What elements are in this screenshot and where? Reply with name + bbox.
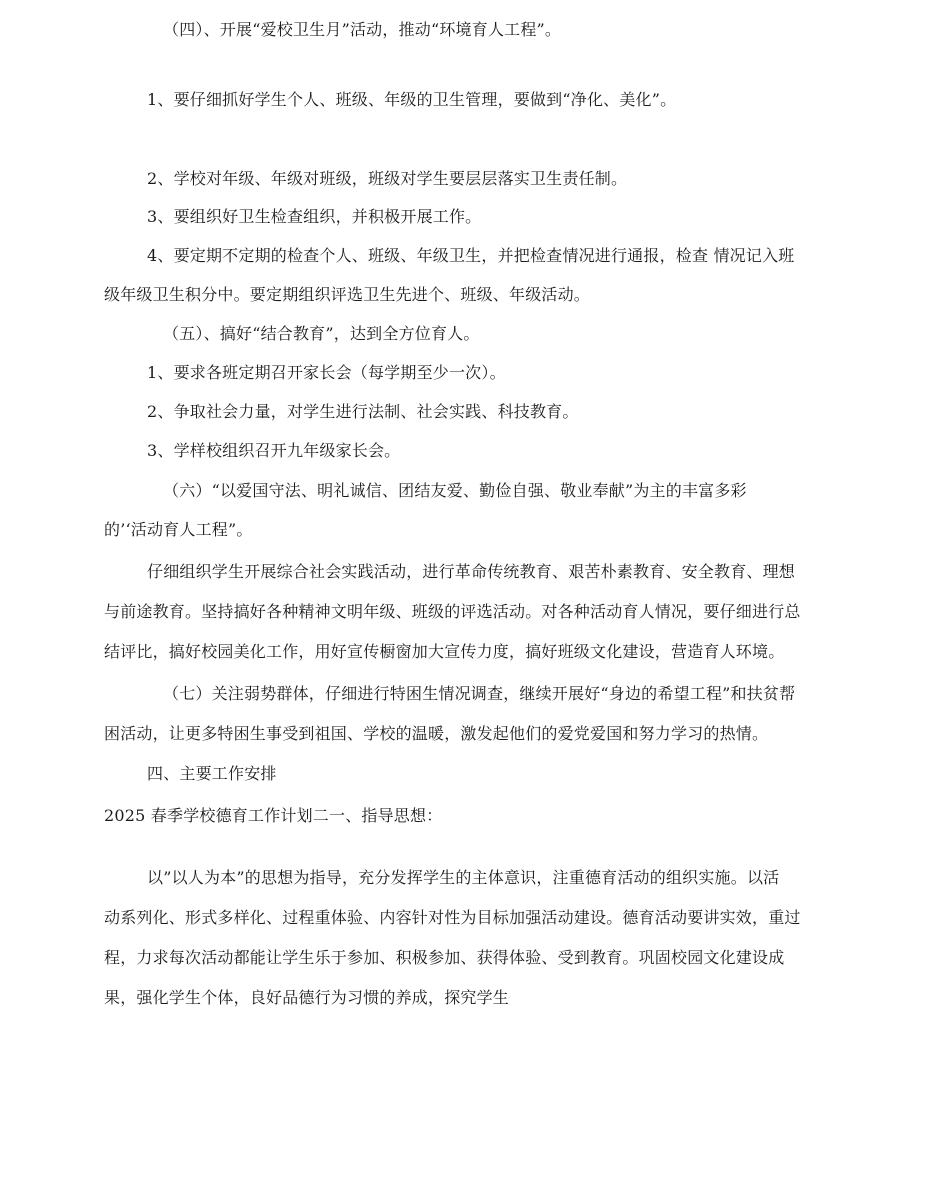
paragraph-line: 1、要求各班定期召开家长会（每学期至少一次）。: [147, 363, 506, 382]
paragraph-line: 的’‘活动育人工程”。: [104, 520, 253, 539]
section-heading-5: （五）、搞好“结合教育”，达到全方位育人。: [163, 324, 480, 343]
document-title-line: 2025 春季学校德育工作计划二一、指导思想：: [104, 806, 443, 825]
section-heading-main-work: 四、主要工作安排: [147, 764, 277, 783]
paragraph-line: 结评比，搞好校园美化工作，用好宣传橱窗加大宣传力度，搞好班级文化建设，营造育人环境。: [104, 642, 785, 661]
paragraph-line: 3、要组织好卫生检查组织，并积极开展工作。: [147, 207, 482, 226]
paragraph-line: 与前途教育。坚持搞好各种精神文明年级、班级的评选活动。对各种活动育人情况，要仔细进行总: [104, 602, 801, 621]
paragraph-line: 级年级卫生积分中。要定期组织评选卫生先进个、班级、年级活动。: [104, 285, 591, 304]
paragraph-line: 2、争取社会力量，对学生进行法制、社会实践、科技教育。: [147, 402, 579, 421]
paragraph-line: 以”以人为本”的思想为指导，充分发挥学生的主体意识，注重德育活动的组织实施。以活: [147, 868, 780, 887]
section-heading-4: （四）、开展“爱校卫生月”活动，推动“环境育人工程”。: [163, 20, 562, 39]
paragraph-line: 动系列化、形式多样化、过程重体验、内容针对性为目标加强活动建设。德育活动要讲实效，重过: [104, 908, 801, 927]
paragraph-line: 1、要仔细抓好学生个人、班级、年级的卫生管理，要做到“净化、美化”。: [147, 90, 677, 109]
paragraph-line: 仔细组织学生开展综合社会实践活动，进行革命传统教育、艰苦朴素教育、安全教育、理想: [147, 562, 796, 581]
paragraph-line: 果，强化学生个体，良好品德行为习惯的养成，探究学生: [104, 988, 510, 1007]
paragraph-line: 3、学样校组织召开九年级家长会。: [147, 441, 401, 460]
section-heading-7: （七）关注弱势群体，仔细进行特困生情况调查，继续开展好“身边的希望工程”和扶贫帮: [163, 684, 796, 703]
paragraph-line: 4、要定期不定期的检查个人、班级、年级卫生，并把检查情况进行通报，检查 情况记入班: [147, 246, 795, 265]
paragraph-line: 程，力求每次活动都能让学生乐于参加、积极参加、获得体验、受到教育。巩固校园文化建设成: [104, 948, 785, 967]
section-heading-6: （六）“以爱国守法、明礼诚信、团结友爱、勤俭自强、敬业奉献”为主的丰富多彩: [163, 481, 747, 500]
paragraph-line: 2、学校对年级、年级对班级，班级对学生要层层落实卫生责任制。: [147, 169, 628, 188]
paragraph-line: 困活动，让更多特困生事受到祖国、学校的温暖，激发起他们的爱党爱国和努力学习的热情。: [104, 724, 769, 743]
